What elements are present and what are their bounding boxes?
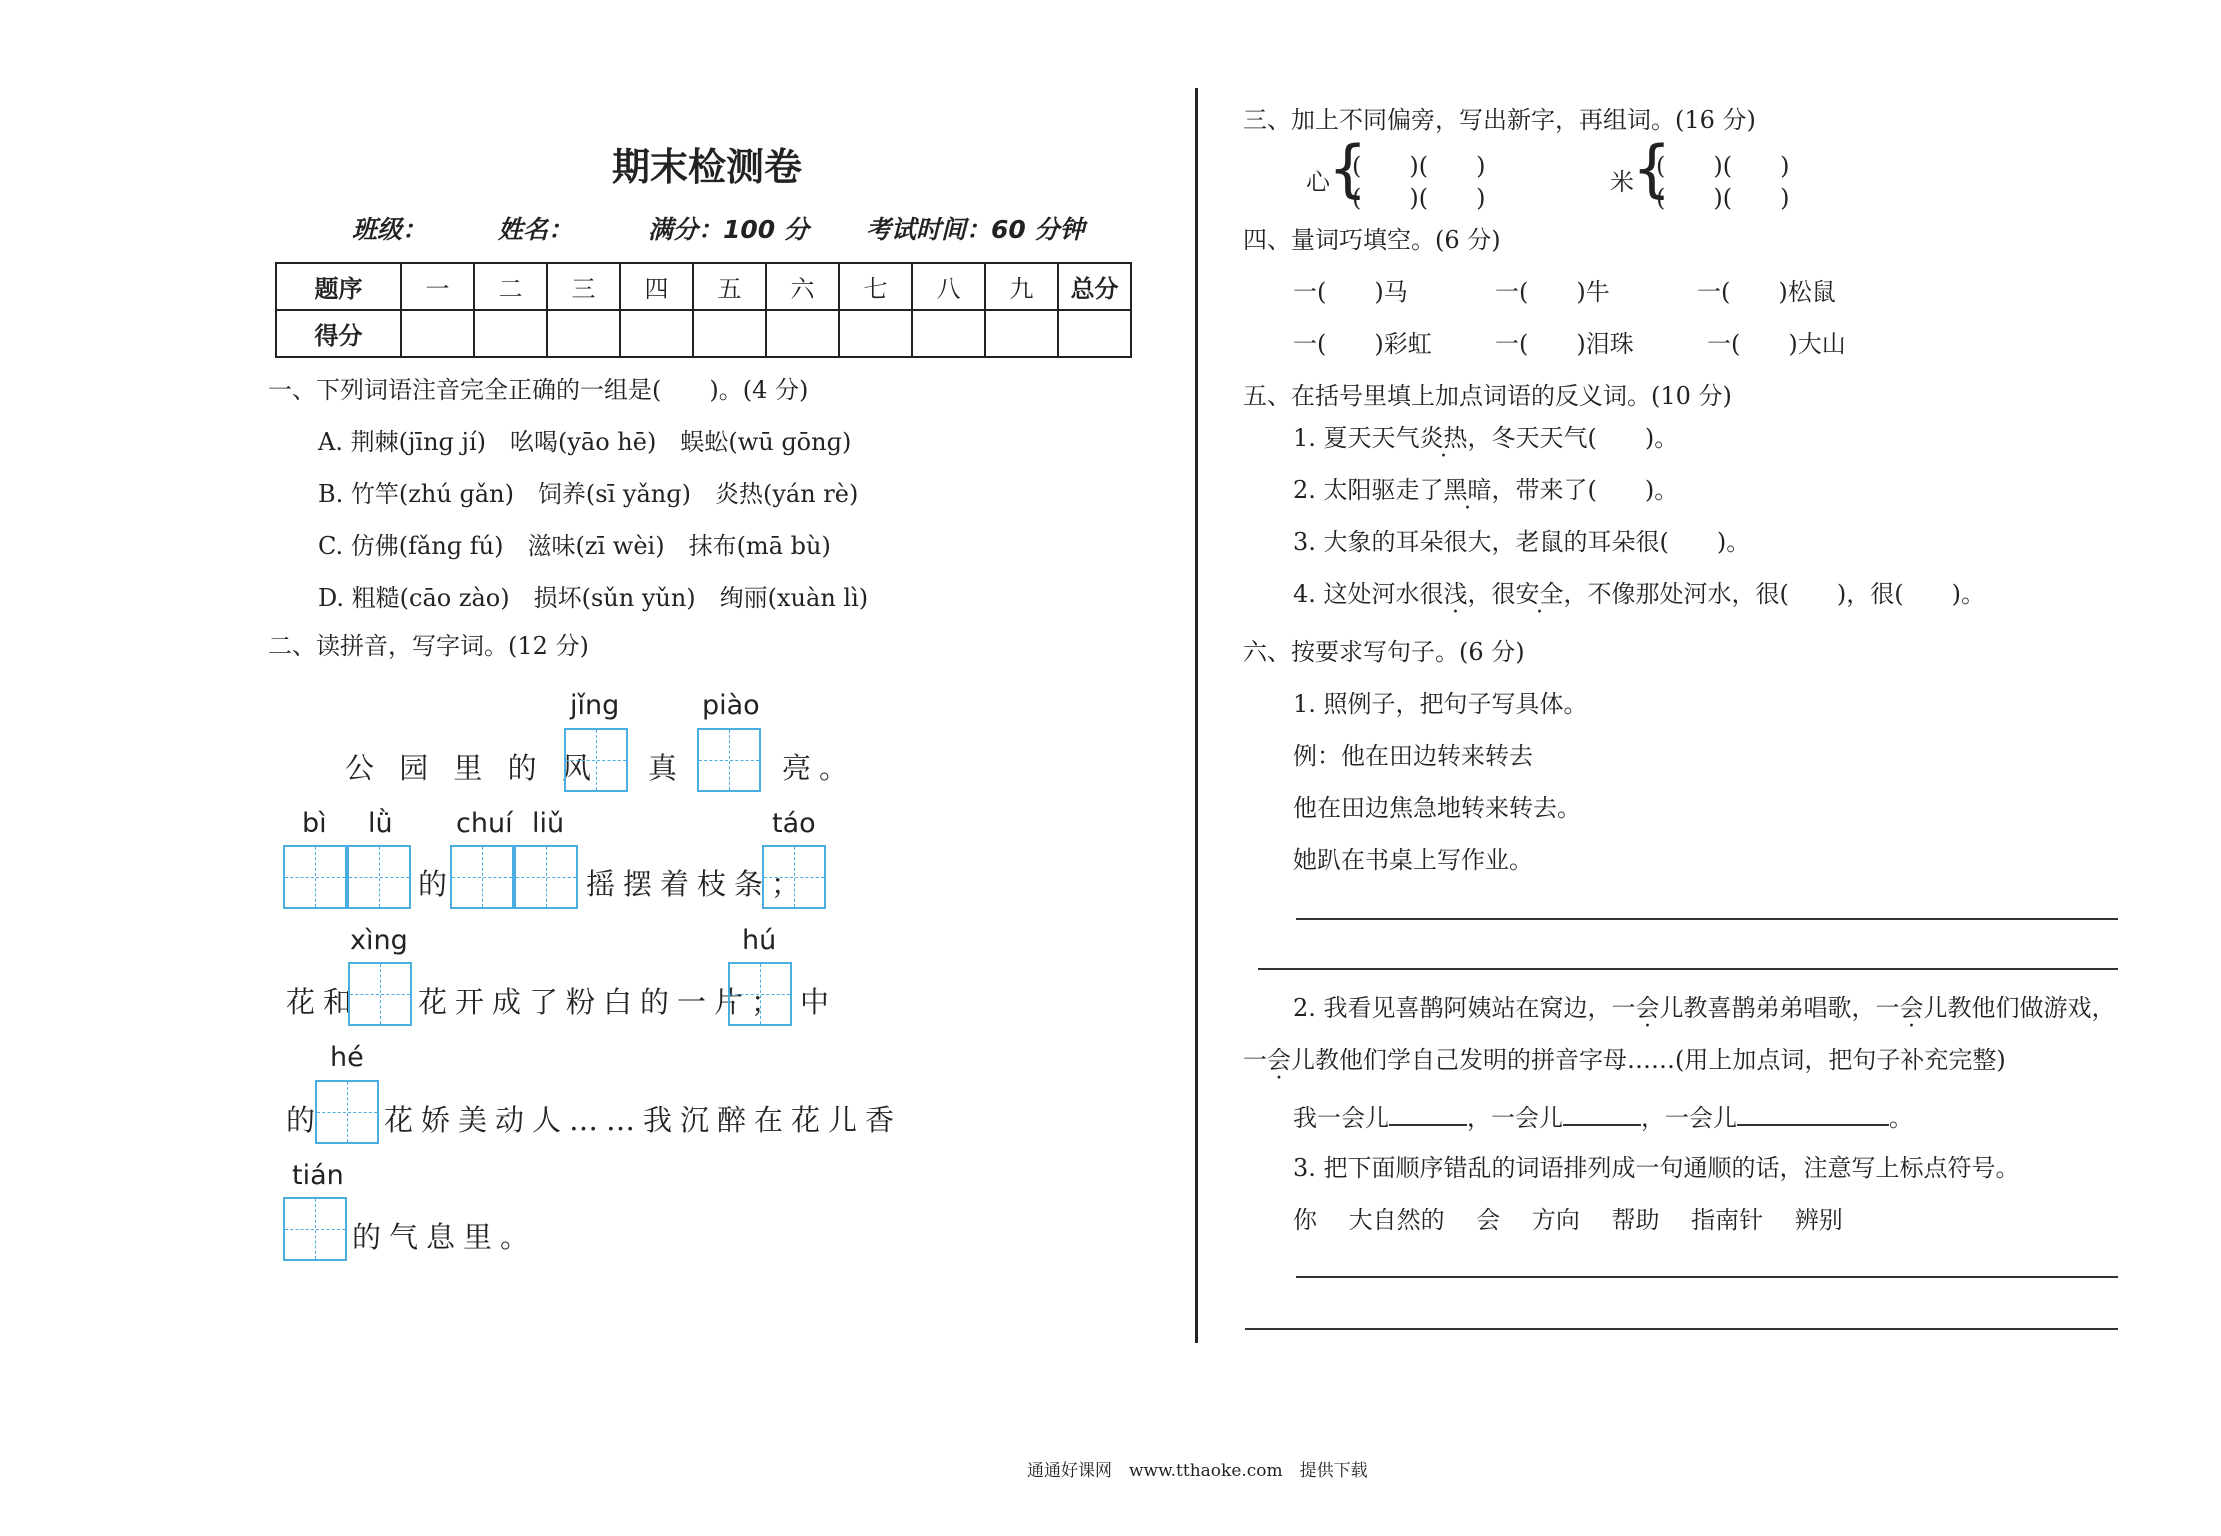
q6-part2-fill: 我一会儿 ，一会儿 ，一会儿 。 xyxy=(1293,1104,1913,1132)
q3-heart-slot-2[interactable]: ( )( ) xyxy=(1352,184,1486,212)
q4-item-tear: 一( )泪珠 xyxy=(1495,330,1634,358)
score-cell[interactable] xyxy=(766,310,839,357)
q1-option-d: D. 粗糙(cāo zào) 损坏(sǔn yǔn) 绚丽(xuàn lì) xyxy=(318,584,869,612)
q2-text-6: 花和 xyxy=(286,985,361,1019)
q2-text-2: 真 xyxy=(648,751,686,785)
score-cell[interactable] xyxy=(985,310,1058,357)
brace-icon: { xyxy=(1328,132,1368,205)
q4-item-rainbow: 一( )彩虹 xyxy=(1293,330,1432,358)
q5-sentence-3: 3. 大象的耳朵很大，老鼠的耳朵很( )。 xyxy=(1293,528,1751,556)
name-label: 姓名： xyxy=(498,215,574,244)
score-col-1: 一 xyxy=(401,263,474,310)
writing-grid-hu[interactable] xyxy=(728,962,792,1026)
score-cell[interactable] xyxy=(693,310,766,357)
pinyin-piao: piào xyxy=(702,690,760,721)
writing-grid-lv[interactable] xyxy=(347,845,411,909)
q2-text-10: 花娇美动人……我沉醉在花儿香 xyxy=(384,1103,903,1137)
score-col-9: 九 xyxy=(985,263,1058,310)
q1-option-b: B. 竹竿(zhú ɡǎn) 饲养(sī yǎnɡ) 炎热(yán rè) xyxy=(318,480,859,508)
score-cell[interactable] xyxy=(474,310,547,357)
q2-text-11: 的气息里。 xyxy=(352,1220,538,1254)
pinyin-lv: lǜ xyxy=(368,808,393,839)
q3-heart-slot-1[interactable]: ( )( ) xyxy=(1352,152,1486,180)
q3-radical-heart: 心 xyxy=(1306,168,1330,196)
score-col-7: 七 xyxy=(839,263,912,310)
q5-title: 五、在括号里填上加点词语的反义词。(10 分) xyxy=(1243,382,1732,410)
score-cell[interactable] xyxy=(547,310,620,357)
q5-sentence-4: 4. 这处河水很浅，很安全，不像那处河水，很( )，很( )。 xyxy=(1293,580,1985,608)
q6-part2-line2: 一会儿教他们学自己发明的拼音字母……(用上加点词，把句子补充完整) xyxy=(1243,1046,2006,1074)
writing-grid-liu[interactable] xyxy=(514,845,578,909)
writing-grid-tao[interactable] xyxy=(762,845,826,909)
fill-blank[interactable] xyxy=(1563,1124,1641,1126)
q4-item-ox: 一( )牛 xyxy=(1495,278,1610,306)
q1-title: 一、下列词语注音完全正确的一组是( )。(4 分) xyxy=(268,376,809,404)
writing-grid-jing[interactable] xyxy=(564,728,628,792)
q1-option-a: A. 荆棘(jīnɡ jí) 吆喝(yāo hē) 蜈蚣(wū ɡōnɡ) xyxy=(318,428,852,456)
q3-rice-slot-2[interactable]: ( )( ) xyxy=(1656,184,1790,212)
score-table-header-row xyxy=(276,263,1131,310)
answer-line[interactable] xyxy=(1258,968,2118,970)
footer-credit: 通通好课网 www.tthaoke.com 提供下载 xyxy=(1027,1461,1368,1481)
pinyin-liu: liǔ xyxy=(532,808,565,839)
brace-icon: { xyxy=(1632,132,1672,205)
score-col-6: 六 xyxy=(766,263,839,310)
pinyin-tao: táo xyxy=(772,808,816,839)
writing-grid-xing[interactable] xyxy=(348,962,412,1026)
column-divider xyxy=(1195,88,1198,1343)
score-table xyxy=(275,262,1132,358)
full-score: 满分：100 分 xyxy=(648,215,809,244)
pinyin-chui: chuí xyxy=(456,808,513,839)
q3-title: 三、加上不同偏旁，写出新字，再组词。(16 分) xyxy=(1243,106,1756,134)
fill-blank[interactable] xyxy=(1389,1124,1467,1126)
score-col-2: 二 xyxy=(474,263,547,310)
score-table-header-label: 题序 xyxy=(276,263,401,310)
q2-text-9: 的 xyxy=(286,1103,324,1137)
page-title: 期末检测卷 xyxy=(612,145,803,189)
q5-sentence-2: 2. 太阳驱走了黑暗，带来了( )。 xyxy=(1293,476,1679,504)
q3-rice-slot-1[interactable]: ( )( ) xyxy=(1656,152,1790,180)
q6-part1-title: 1. 照例子，把句子写具体。 xyxy=(1293,690,1588,718)
pinyin-jing: jǐng xyxy=(570,690,620,721)
pinyin-bi: bì xyxy=(302,808,327,839)
q4-item-squirrel: 一( )松鼠 xyxy=(1697,278,1836,306)
exam-time: 考试时间：60 分钟 xyxy=(866,215,1085,244)
score-col-5: 五 xyxy=(693,263,766,310)
score-col-8: 八 xyxy=(912,263,985,310)
q6-title: 六、按要求写句子。(6 分) xyxy=(1243,638,1525,666)
score-cell[interactable] xyxy=(912,310,985,357)
q5-sentence-1: 1. 夏天天气炎热，冬天天气( )。 xyxy=(1293,424,1679,452)
answer-line[interactable] xyxy=(1245,1328,2118,1330)
q2-text-4: 的 xyxy=(418,867,456,901)
q6-part3-words: 你 大自然的 会 方向 帮助 指南针 辨别 xyxy=(1293,1206,1843,1234)
q2-text-5: 摇摆着枝条； xyxy=(586,867,809,901)
writing-grid-tian[interactable] xyxy=(283,1197,347,1261)
pinyin-xing: xìng xyxy=(350,925,408,956)
score-cell[interactable] xyxy=(620,310,693,357)
score-col-3: 三 xyxy=(547,263,620,310)
writing-grid-piao[interactable] xyxy=(697,728,761,792)
score-col-total: 总分 xyxy=(1058,263,1131,310)
q4-item-horse: 一( )马 xyxy=(1293,278,1408,306)
writing-grid-bi[interactable] xyxy=(283,845,347,909)
q6-part1-prompt: 她趴在书桌上写作业。 xyxy=(1293,846,1533,874)
answer-line[interactable] xyxy=(1296,918,2118,920)
q4-item-mountain: 一( )大山 xyxy=(1707,330,1846,358)
q2-text-7: 花开成了粉白的一片； xyxy=(418,985,789,1019)
pinyin-hu: hú xyxy=(742,925,777,956)
score-cell[interactable] xyxy=(1058,310,1131,357)
writing-grid-chui[interactable] xyxy=(450,845,514,909)
score-table-score-row xyxy=(276,310,1131,357)
score-cell[interactable] xyxy=(401,310,474,357)
answer-line[interactable] xyxy=(1296,1276,2118,1278)
q2-text-1: 公 园 里 的 风 xyxy=(345,751,599,785)
q1-option-c: C. 仿佛(fǎnɡ fú) 滋味(zī wèi) 抹布(mā bù) xyxy=(318,532,831,560)
q2-title: 二、读拼音，写字词。(12 分) xyxy=(268,632,589,660)
score-table-score-label: 得分 xyxy=(276,310,401,357)
score-col-4: 四 xyxy=(620,263,693,310)
q2-text-8: 中 xyxy=(800,985,838,1019)
score-cell[interactable] xyxy=(839,310,912,357)
fill-blank[interactable] xyxy=(1737,1124,1889,1126)
q6-part1-example: 例：他在田边转来转去 xyxy=(1293,742,1533,770)
q6-part2-line1: 2. 我看见喜鹊阿姨站在窝边，一会儿教喜鹊弟弟唱歌，一会儿教他们做游戏， xyxy=(1293,994,2116,1022)
q6-part3-title: 3. 把下面顺序错乱的词语排列成一句通顺的话，注意写上标点符号。 xyxy=(1293,1154,2020,1182)
q4-title: 四、量词巧填空。(6 分) xyxy=(1243,226,1501,254)
q6-part1-example-answer: 他在田边焦急地转来转去。 xyxy=(1293,794,1581,822)
pinyin-tian: tián xyxy=(292,1160,344,1191)
writing-grid-he[interactable] xyxy=(315,1080,379,1144)
q3-radical-rice: 米 xyxy=(1610,168,1634,196)
class-label: 班级： xyxy=(352,215,428,244)
q2-text-3: 亮。 xyxy=(782,751,857,785)
pinyin-he: hé xyxy=(330,1042,364,1073)
